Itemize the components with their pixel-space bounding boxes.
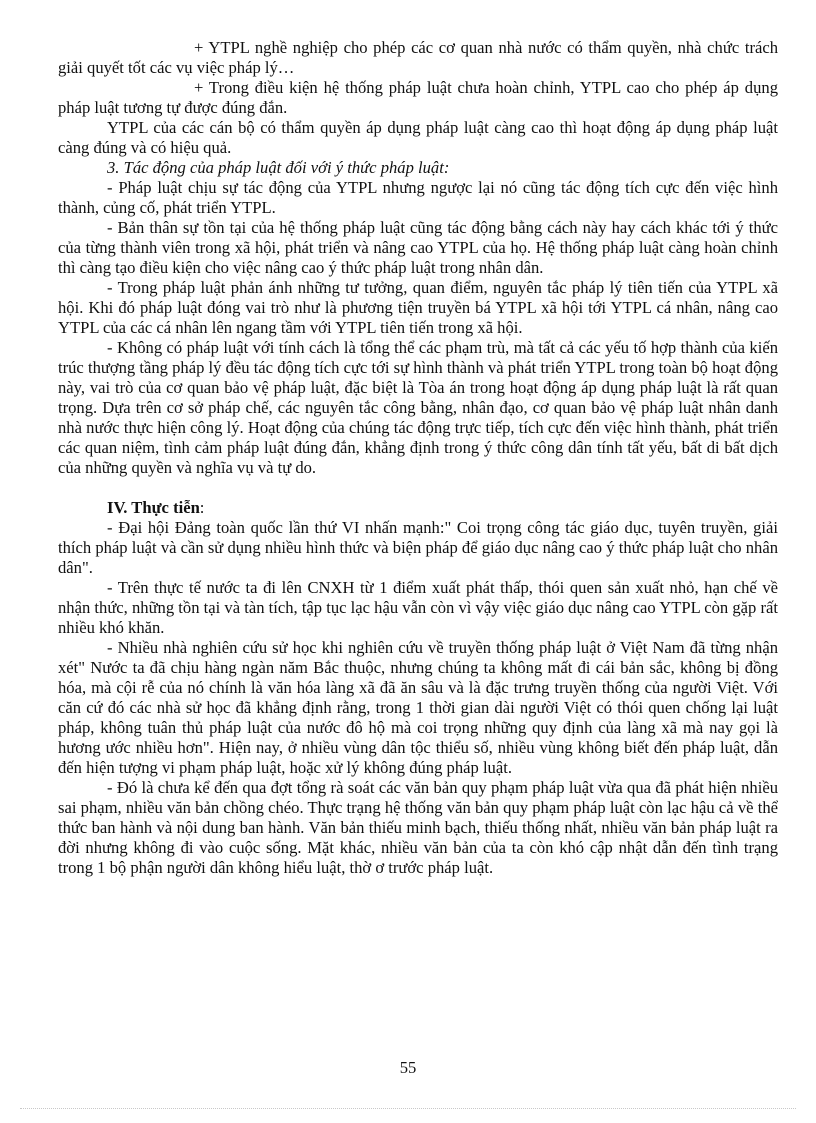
page-number: 55 xyxy=(399,1058,417,1077)
paragraph-tren-thuc-te: - Trên thực tế nước ta đi lên CNXH từ 1 điểm xuất phát thấp, thói quen sản xuất nhỏ, hạn chế về nhận thức, những tồn tại và tàn tích, tập tục lạc hậu vẫn còn vì vậy việc giáo dục nâng cao YTPL còn gặp rất nhiều khó khăn. xyxy=(58,578,778,637)
paragraph-dai-hoi-dang: - Đại hội Đảng toàn quốc lần thứ VI nhấn mạnh:" Coi trọng công tác giáo dục, tuyên truyền, giải thích pháp luật và cần sử dụng nhiều hình thức và biện pháp để giáo dục nâng cao ý thức pháp luật cho nhân dân". xyxy=(58,518,778,577)
subsection-heading-3: 3. Tác động của pháp luật đối với ý thức pháp luật: xyxy=(107,158,450,177)
paragraph-ytpl-can-bo: YTPL của các cán bộ có thẩm quyền áp dụng pháp luật càng cao thì hoạt động áp dụng pháp luật càng đúng và có hiệu quả. xyxy=(58,118,778,157)
paragraph-ytpl-nghe-nghiep: + YTPL nghề nghiệp cho phép các cơ quan nhà nước có thẩm quyền, nhà chức trách giải quyết tốt các vụ việc pháp lý… xyxy=(58,38,778,77)
section-heading-iv xyxy=(58,498,778,518)
paragraph-trong-phap-luat: - Trong pháp luật phản ánh những tư tưởng, quan điểm, nguyên tắc pháp lý tiên tiến của YTPL xã hội. Khi đó pháp luật đóng vai trò như là phương tiện truyền bá YTPL xã hội tới YTPL cá nhân, nâng cao YTPL của các cá nhân lên ngang tầm với YTPL tiên tiến trong xã hội. xyxy=(58,278,778,337)
blank-line xyxy=(58,478,778,498)
paragraph-ban-than-su-ton-tai: - Bản thân sự tồn tại của hệ thống pháp luật cũng tác động bằng cách này hay cách khác tới ý thức của từng thành viên trong xã hội, phát triển và nâng cao YTPL của họ. Hệ thống pháp luật càng hoàn chỉnh thì càng tạo điều kiện cho việc nâng cao ý thức pháp luật trong nhân dân. xyxy=(58,218,778,277)
paragraph-do-la-chua-ke: - Đó là chưa kể đến qua đợt tổng rà soát các văn bản quy phạm pháp luật vừa qua đã phát hiện nhiều sai phạm, nhiều văn bản chồng chéo. Thực trạng hệ thống văn bản quy phạm pháp luật còn lạc hậu cả về thể thức ban hành và nội dung ban hành. Văn bản thiếu minh bạch, thiếu thống nhất, nhiều văn bản pháp luật ra đời nhưng không đi vào cuộc sống. Mặt khác, nhiều văn bản của ta còn khó cập nhật dẫn đến tình trạng trong 1 bộ phận người dân không hiểu luật, thờ ơ trước pháp luật. xyxy=(58,778,778,877)
paragraph-phap-luat-chiu-tac-dong: - Pháp luật chịu sự tác động của YTPL nhưng ngược lại nó cũng tác động tích cực đến việc hình thành, củng cố, phát triển YTPL. xyxy=(58,178,778,217)
paragraph-nha-nghien-cuu: - Nhiều nhà nghiên cứu sử học khi nghiên cứu về truyền thống pháp luật ở Việt Nam đã từng nhận xét" Nước ta đã chịu hàng ngàn năm Bắc thuộc, nhưng chúng ta không mất đi cái bản sắc, không bị đồng hóa, mà cội rễ của nó chính là văn hóa làng xã đã ăn sâu và là đặc trưng truyền thống của người Việt. Với căn cứ đó các nhà sử học đã khẳng định rằng, trong 1 thời gian dài người Việt có thói quen chống lại luật pháp, không tuân thủ pháp luật của nước đô hộ mà coi trọng những quy định của làng xã mà nay gọi là hương ước nhiều hơn". Hiện nay, ở nhiều vùng dân tộc thiểu số, nhiều vùng không biết đến pháp luật, dẫn đến hiện tượng vi phạm pháp luật, hoặc xử lý không đúng pháp luật. xyxy=(58,638,778,777)
page-body xyxy=(58,38,778,878)
paragraph-ytpl-tuong-tu: + Trong điều kiện hệ thống pháp luật chưa hoàn chỉnh, YTPL cao cho phép áp dụng pháp luật tương tự được đúng đắn. xyxy=(58,78,778,117)
paragraph-khong-co-phap-luat: - Không có pháp luật với tính cách là tổng thể các phạm trù, mà tất cả các yếu tố hợp thành của kiến trúc thượng tầng pháp lý đều tác động tích cực tới sự hình thành và phát triển YTPL trong toàn bộ hoạt động này, vai trò của cơ quan bảo vệ pháp luật, đặc biệt là Tòa án trong hoạt động áp dụng pháp luật là rất quan trọng. Dựa trên cơ sở pháp chế, các nguyên tắc công bằng, nhân đạo, cơ quan bảo vệ pháp luật nhân danh nhà nước thực hiện công lý. Hoạt động của chúng tác động trực tiếp, tích cực đến việc hình thành, phát triển các quan niệm, tình cảm pháp luật đúng đắn, khẳng định trong ý thức công dân tính tất yếu, bất di bất dịch của những quyền và nghĩa vụ và tự do. xyxy=(58,338,778,477)
section-heading-text: IV. Thực tiễn xyxy=(107,498,200,517)
section-heading-colon: : xyxy=(199,498,205,517)
page-bottom-divider xyxy=(20,1108,796,1109)
